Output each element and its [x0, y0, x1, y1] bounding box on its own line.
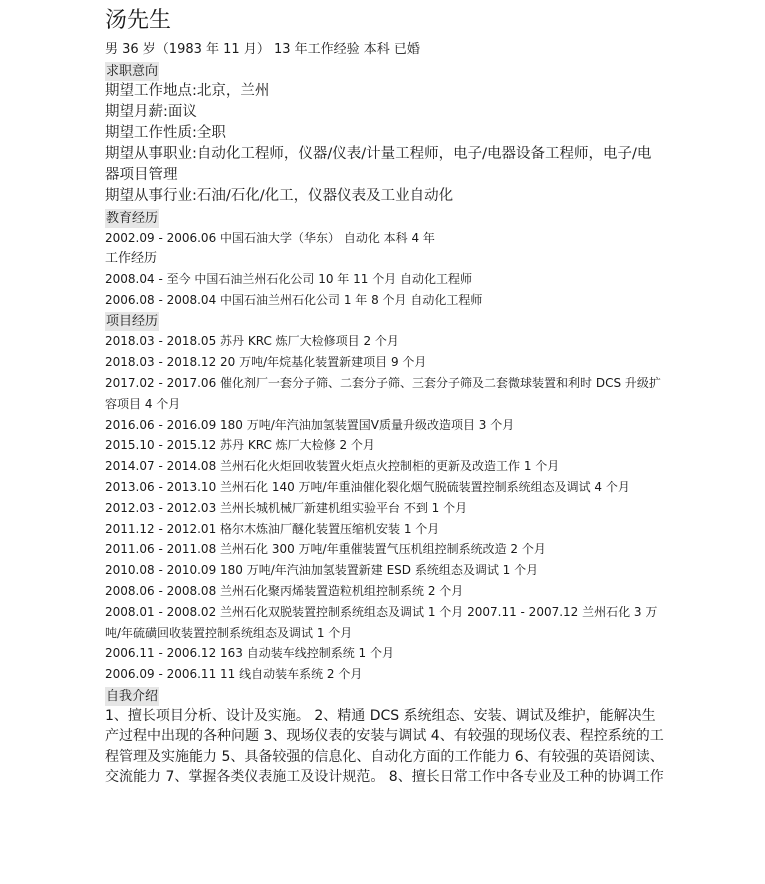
expected-location: 期望工作地点:北京，兰州	[105, 83, 270, 99]
education-item: 2002.09 - 2006.06 中国石油大学（华东） 自动化 本科 4 年	[105, 231, 435, 245]
project-item: 2006.09 - 2006.11 11 线自动装车系统 2 个月	[105, 667, 363, 682]
section-heading-intention: 求职意向	[106, 64, 159, 79]
project-item: 2010.08 - 2010.09 180 万吨/年汽油加氢装置新建 ESD 系统组态及调试 1 个月	[105, 563, 539, 578]
expected-salary: 期望月薪:面议	[105, 104, 197, 120]
resume-document	[105, 6, 665, 788]
project-item: 2011.12 - 2012.01 格尔木炼油厂醚化装置压缩机安装 1 个月	[105, 521, 440, 536]
candidate-name: 汤先生	[105, 8, 172, 33]
project-item: 2016.06 - 2016.09 180 万吨/年汽油加氢装置国Ⅴ质量升级改造项目 3 个月	[105, 417, 515, 432]
project-item: 2014.07 - 2014.08 兰州石化火炬回收装置火炬点火控制柜的更新及改造工作 1 个月	[105, 459, 560, 474]
work-item: 2006.08 - 2008.04 中国石油兰州石化公司 1 年 8 个月 自动化工程师	[105, 292, 483, 307]
work-item: 2008.04 - 至今 中国石油兰州石化公司 10 年 11 个月 自动化工程师	[105, 271, 473, 286]
project-item: 2008.06 - 2008.08 兰州石化聚丙烯装置造粒机组控制系统 2 个月	[105, 583, 464, 598]
project-item: 2017.02 - 2017.06 催化剂厂一套分子筛、二套分子筛、三套分子筛及二套微球装置和利时 DCS 升级扩容项目 4 个月	[105, 375, 661, 411]
project-item: 2006.11 - 2006.12 163 自动装车线控制系统 1 个月	[105, 646, 395, 661]
basic-info: 男 36 岁（1983 年 11 月） 13 年工作经验 本科 已婚	[105, 42, 420, 57]
section-heading-work: 工作经历	[105, 250, 158, 266]
expected-job-nature: 期望工作性质:全职	[105, 125, 226, 141]
project-item: 2011.06 - 2011.08 兰州石化 300 万吨/年重催装置气压机组控制系统改造 2 个月	[105, 542, 546, 557]
project-item: 2015.10 - 2015.12 苏丹 KRC 炼厂大检修 2 个月	[105, 438, 375, 453]
project-item: 2012.03 - 2012.03 兰州长城机械厂新建机组实验平台 不到 1 个月	[105, 500, 468, 515]
project-item: 2013.06 - 2013.10 兰州石化 140 万吨/年重油催化裂化烟气脱硫装置控制系统组态及调试 4 个月	[105, 479, 630, 494]
project-item: 2018.03 - 2018.12 20 万吨/年烷基化装置新建项目 9 个月	[105, 355, 427, 370]
section-heading-self-intro: 自我介绍	[106, 688, 159, 704]
expected-occupation: 期望从事职业:自动化工程师，仪器/仪表/计量工程师，电子/电器设备工程师，电子/电器项目管理	[105, 146, 652, 183]
project-item: 2018.03 - 2018.05 苏丹 KRC 炼厂大检修项目 2 个月	[105, 334, 399, 349]
section-heading-education: 教育经历	[106, 211, 159, 226]
section-heading-projects: 项目经历	[106, 314, 159, 330]
expected-industry: 期望从事行业:石油/石化/化工，仪器仪表及工业自动化	[105, 188, 454, 204]
project-item: 2008.01 - 2008.02 兰州石化双脱装置控制系统组态及调试 1 个月 2007.11 - 2007.12 兰州石化 3 万吨/年硫磺回收装置控制系统组态及调试 1 个月	[105, 604, 658, 640]
self-intro-text: 1、擅长项目分析、设计及实施。 2、精通 DCS 系统组态、安装、调试及维护，能解决生产过程中出现的各种问题 3、现场仪表的安装与调试 4、有较强的现场仪表、程控系统的工程管理及实施能力 5、具备较强的信息化、自动化方面的工作能力 6、有较强的英语阅读、交流能力 7、掌握各类仪表施工及设计规范。 8、擅长日常工作中各专业及工种的协调工作	[105, 707, 664, 786]
